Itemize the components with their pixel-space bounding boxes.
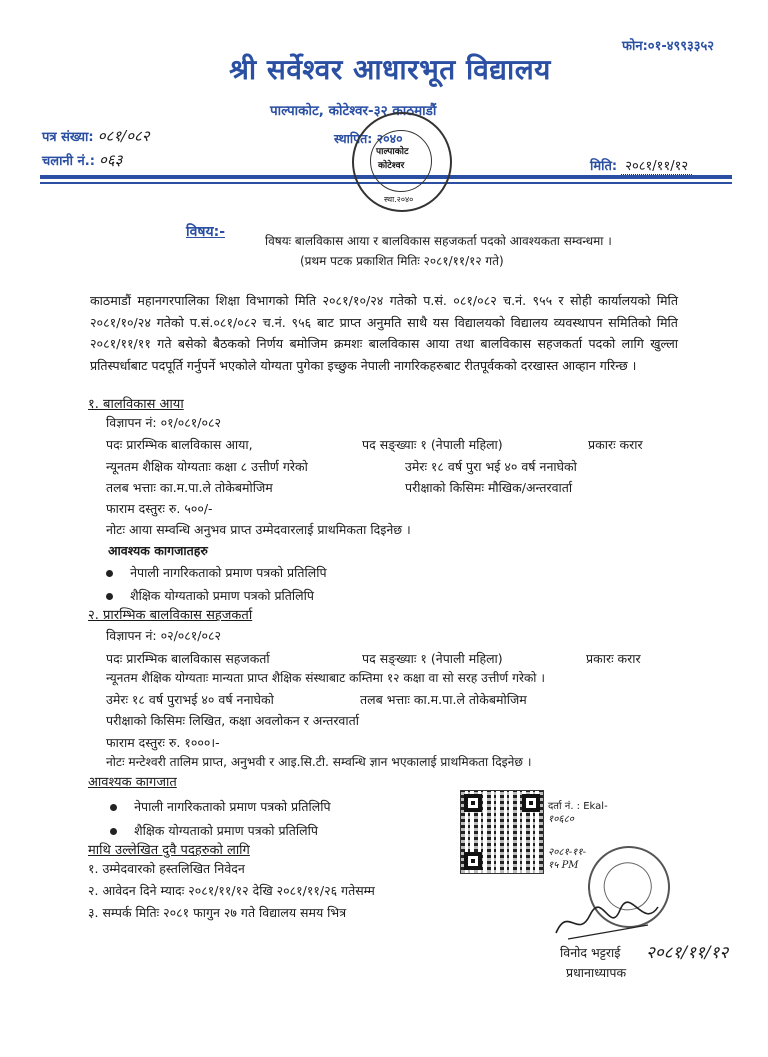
phone-number: फोन:०१-४९९३३५२ <box>622 39 715 54</box>
registration-time: १५ PM <box>548 860 579 871</box>
signer-name: विनोद भट्टराई <box>560 945 621 960</box>
section2-heading: २. प्रारम्भिक बालविकास सहजकर्ता <box>88 608 253 623</box>
section2-qualification: न्यूनतम शैक्षिक योग्यताः मान्यता प्राप्त शैक्षिक संस्थाबाट कम्तिमा १२ कक्षा वा सो सरह उत्तीर्ण गरेको । <box>106 671 545 685</box>
section2-doc-item <box>110 796 331 815</box>
registration-label: दर्ता नं. : Ekal- <box>548 801 608 812</box>
bullet-icon <box>110 828 117 835</box>
section1-heading: १. बालविकास आया <box>88 397 184 412</box>
signer-title: प्रधानाध्यापक <box>566 965 627 980</box>
school-address: पाल्पाकोट, कोटेश्वर-३२ काठमाडौं <box>270 103 437 119</box>
letter-number-label: पत्र संख्या: <box>42 130 94 145</box>
dispatch-number <box>42 150 122 170</box>
section1-docs-heading: आवश्यक कागजातहरु <box>108 543 208 558</box>
section1-exam-type: परीक्षाको किसिमः मौखिक/अन्तरवार्ता <box>405 480 573 495</box>
subject-text: विषयः बालविकास आया र बालविकास सहजकर्ता पदको आवश्यकता सम्वन्धमा । <box>265 234 612 248</box>
section1-doc-item <box>106 562 327 581</box>
both-posts-item: १. उम्मेदवारको हस्तलिखित निवेदन <box>88 861 245 876</box>
section1-salary: तलब भत्ताः का.म.पा.ले तोकेबमोजिम <box>106 480 273 495</box>
section2-salary: तलब भत्ताः का.म.पा.ले तोकेबमोजिम <box>360 692 527 707</box>
bullet-icon <box>110 804 117 811</box>
section2-docs-heading: आवश्यक कागजात <box>88 775 177 790</box>
letter-number <box>42 126 150 146</box>
letter-date-value: २०८१/११/१२ <box>621 159 692 175</box>
both-posts-heading: माथि उल्लेखित दुवै पदहरुको लागि <box>88 843 250 858</box>
seal-line-1: पाल्पाकोट <box>376 147 409 157</box>
section1-type: प्रकारः करार <box>588 437 643 452</box>
dispatch-number-value: ०६३ <box>99 151 123 169</box>
section1-note: नोटः आया सम्वन्धि अनुभव प्राप्त उम्मेदवारलाई प्राथमिकता दिइनेछ । <box>106 522 411 537</box>
qr-finder-top-left <box>464 794 482 812</box>
letter-number-value: ०८१/०८२ <box>97 127 150 145</box>
subject-label: विषय:- <box>186 224 226 240</box>
seal-line-2: कोटेश्वर <box>378 161 405 171</box>
qr-code <box>460 790 544 874</box>
both-posts-item: २. आवेदन दिने म्यादः २०८१/११/१२ देखि २०८१/११/२६ गतेसम्म <box>88 883 375 898</box>
qr-finder-bottom-left <box>464 852 482 870</box>
seal-year: स्था.२०४० <box>384 195 414 204</box>
section2-doc-label: नेपाली नागरिकताको प्रमाण पत्रको प्रतिलिपि <box>134 799 331 814</box>
section1-post: पदः प्रारम्भिक बालविकास आया, <box>106 437 253 452</box>
registration-number: १०६८० <box>548 814 574 825</box>
both-posts-item: ३. सम्पर्क मितिः २०८१ फागुन २७ गते विद्यालय समय भित्र <box>88 905 347 920</box>
section2-doc-item <box>110 820 318 839</box>
section2-exam-type: परीक्षाको किसिमः लिखित, कक्षा अवलोकन र अन्तरवार्ता <box>106 713 359 728</box>
section2-doc-label: शैक्षिक योग्यताको प्रमाण पत्रको प्रतिलिपि <box>134 823 318 838</box>
section2-ad-number: विज्ञापन नं: ०२/०८१/०८२ <box>106 628 221 643</box>
school-seal <box>352 112 452 212</box>
signature-date: २०८१/११/१२ <box>646 943 729 963</box>
qr-finder-top-right <box>522 794 540 812</box>
section2-seats: पद सङ्ख्याः १ (नेपाली महिला) <box>362 651 503 666</box>
section2-age: उमेरः १८ वर्ष पुराभई ४० वर्ष ननाघेको <box>106 692 274 707</box>
section2-type: प्रकारः करार <box>586 651 641 666</box>
section2-fee: फाराम दस्तुरः रु. १०००।- <box>106 735 220 750</box>
section1-doc-label: नेपाली नागरिकताको प्रमाण पत्रको प्रतिलिपि <box>130 565 327 580</box>
letter-date <box>590 156 692 174</box>
section1-qualification: न्यूनतम शैक्षिक योग्यताः कक्षा ८ उत्तीर्ण गरेको <box>106 459 308 474</box>
section1-age: उमेरः १८ वर्ष पुरा भई ४० वर्ष ननाघेको <box>405 459 577 474</box>
bullet-icon <box>106 570 113 577</box>
bullet-icon <box>106 593 113 600</box>
dispatch-number-label: चलानी नं.: <box>42 154 95 169</box>
section2-note: नोटः मन्टेश्वरी तालिम प्राप्त, अनुभवी र आइ.सि.टी. सम्वन्धि ज्ञान भएकालाई प्राथमिकता दिइनेछ । <box>106 755 532 769</box>
section1-doc-item <box>106 585 314 604</box>
signature-scribble <box>548 895 668 945</box>
registration-date: २०८१-११- <box>548 847 586 858</box>
section1-seats: पद सङ्ख्याः १ (नेपाली महिला) <box>362 437 503 452</box>
established-year: स्थापित: २०४० <box>334 131 403 146</box>
subject-first-published: (प्रथम पटक प्रकाशित मितिः २०८१/११/१२ गते) <box>300 254 504 268</box>
intro-paragraph: काठमाडौं महानगरपालिका शिक्षा विभागको मिति २०८१/१०/२४ गतेको प.सं. ०८१/०८२ च.नं. ९५५ र सोही कार्यालयको मिति २०८१/१०/२४ गतेको प.सं.०८१/०८२ च.नं. ९५६ बाट प्राप्त अनुमति साथै यस विद्यालयको विद्यालय व्यवस्थापन समितिको मिति २०८१/११/११ गते बसेको बैठकको निर्णय बमोजिम क्रमशः बालविकास आया तथा बालविकास सहजकर्ता पदको लागि खुल्ला प्रतिस्पर्धाबाट पदपूर्ति गर्नुपर्ने भएकोले योग्यता पुगेका इच्छुक नेपाली नागरिकहरुबाट रीतपूर्वकको दरखास्त आव्हान गरिन्छ । <box>90 293 678 373</box>
school-name: श्री सर्वेश्वर आधारभूत विद्यालय <box>229 53 551 86</box>
section1-fee: फाराम दस्तुरः रु. ५००/- <box>106 501 213 516</box>
section1-ad-number: विज्ञापन नं: ०१/०८१/०८२ <box>106 415 221 430</box>
section1-doc-label: शैक्षिक योग्यताको प्रमाण पत्रको प्रतिलिपि <box>130 588 314 603</box>
section2-post: पदः प्रारम्भिक बालविकास सहजकर्ता <box>106 651 270 666</box>
letter-date-label: मिति: <box>590 159 618 174</box>
